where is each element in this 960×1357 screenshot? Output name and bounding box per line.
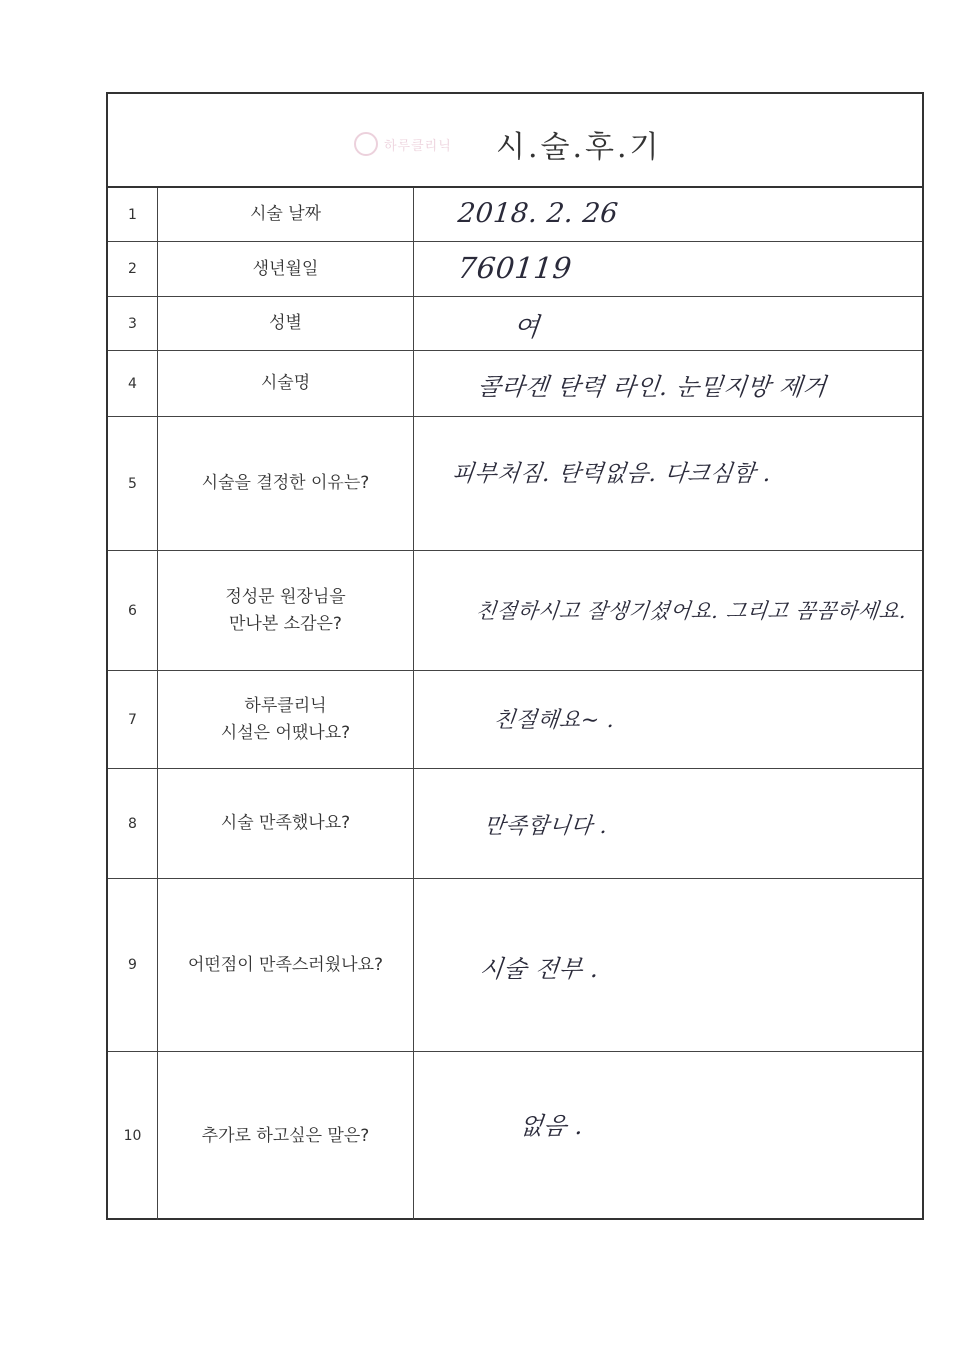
- answer-cell: [414, 551, 922, 670]
- answer-cell: [414, 671, 922, 768]
- table-row: [108, 879, 922, 1052]
- table-row: [108, 417, 922, 551]
- clinic-logo: [354, 132, 452, 156]
- answer-cell: [414, 769, 922, 878]
- answer-text: 친절해요~ .: [492, 708, 617, 733]
- answer-cell: [414, 297, 922, 350]
- answer-text: 760119: [456, 251, 574, 285]
- question-cell: [158, 551, 414, 670]
- answer-cell: [414, 351, 922, 416]
- review-form: [106, 92, 924, 1220]
- question-cell: [158, 351, 414, 416]
- answer-cell: [414, 188, 922, 241]
- table-row: [108, 551, 922, 671]
- table-row: [108, 351, 922, 417]
- table-row: [108, 769, 922, 879]
- answer-cell: [414, 242, 922, 296]
- question-text: 어떤점이 만족스러웠나요?: [187, 954, 384, 975]
- answer-cell: [414, 879, 922, 1051]
- question-text: 시술 날짜: [249, 204, 322, 224]
- answer-cell: [414, 417, 922, 550]
- table-row: [108, 297, 922, 351]
- logo-circle-icon: [354, 132, 378, 156]
- row-number: 2: [108, 242, 158, 296]
- answer-text: 피부처짐. 탄력없음. 다크심함 .: [450, 461, 773, 487]
- table-row: [108, 242, 922, 297]
- row-number: 9: [108, 879, 158, 1051]
- answer-text: 시술 전부 .: [478, 955, 601, 983]
- row-number: 6: [108, 551, 158, 670]
- row-number: 4: [108, 351, 158, 416]
- question-text: 성별: [269, 313, 302, 333]
- answer-text: 콜라겐 탄력 라인. 눈밑지방 제거: [476, 373, 828, 401]
- table-row: [108, 188, 922, 242]
- answer-text: 친절하시고 잘생기셨어요. 그리고 꼼꼼하세요.: [474, 599, 908, 623]
- question-text: 추가로 하고싶은 말은?: [201, 1125, 370, 1146]
- row-number: 10: [108, 1052, 158, 1220]
- question-text: 시술 만족했나요?: [220, 813, 351, 833]
- question-text: 정성문 원장님을 만나본 소감은?: [225, 586, 346, 634]
- form-title: 시.술.후.기: [496, 130, 662, 165]
- row-number: 1: [108, 188, 158, 241]
- row-number: 5: [108, 417, 158, 550]
- question-cell: [158, 242, 414, 296]
- row-number: 3: [108, 297, 158, 350]
- question-cell: [158, 769, 414, 878]
- question-cell: [158, 879, 414, 1051]
- question-text: 시술을 결정한 이유는?: [201, 473, 370, 493]
- question-text: 생년월일: [252, 258, 319, 279]
- logo-text: 하루클리닉: [384, 138, 452, 154]
- answer-text: 2018. 2. 26: [456, 198, 620, 229]
- question-cell: [158, 188, 414, 241]
- answer-text: 만족합니다 .: [482, 814, 609, 839]
- question-cell: [158, 1052, 414, 1220]
- answer-text: 없음 .: [518, 1112, 585, 1140]
- table-row: [108, 671, 922, 769]
- question-text: 시술명: [260, 373, 311, 393]
- question-cell: [158, 297, 414, 350]
- table-row: [108, 1052, 922, 1220]
- question-text: 하루클리닉 시설은 어땠나요?: [220, 695, 351, 743]
- answer-cell: [414, 1052, 922, 1220]
- title-row: [108, 94, 922, 188]
- question-cell: [158, 417, 414, 550]
- row-number: 8: [108, 769, 158, 878]
- question-cell: [158, 671, 414, 768]
- answer-text: 여: [512, 313, 541, 343]
- row-number: 7: [108, 671, 158, 768]
